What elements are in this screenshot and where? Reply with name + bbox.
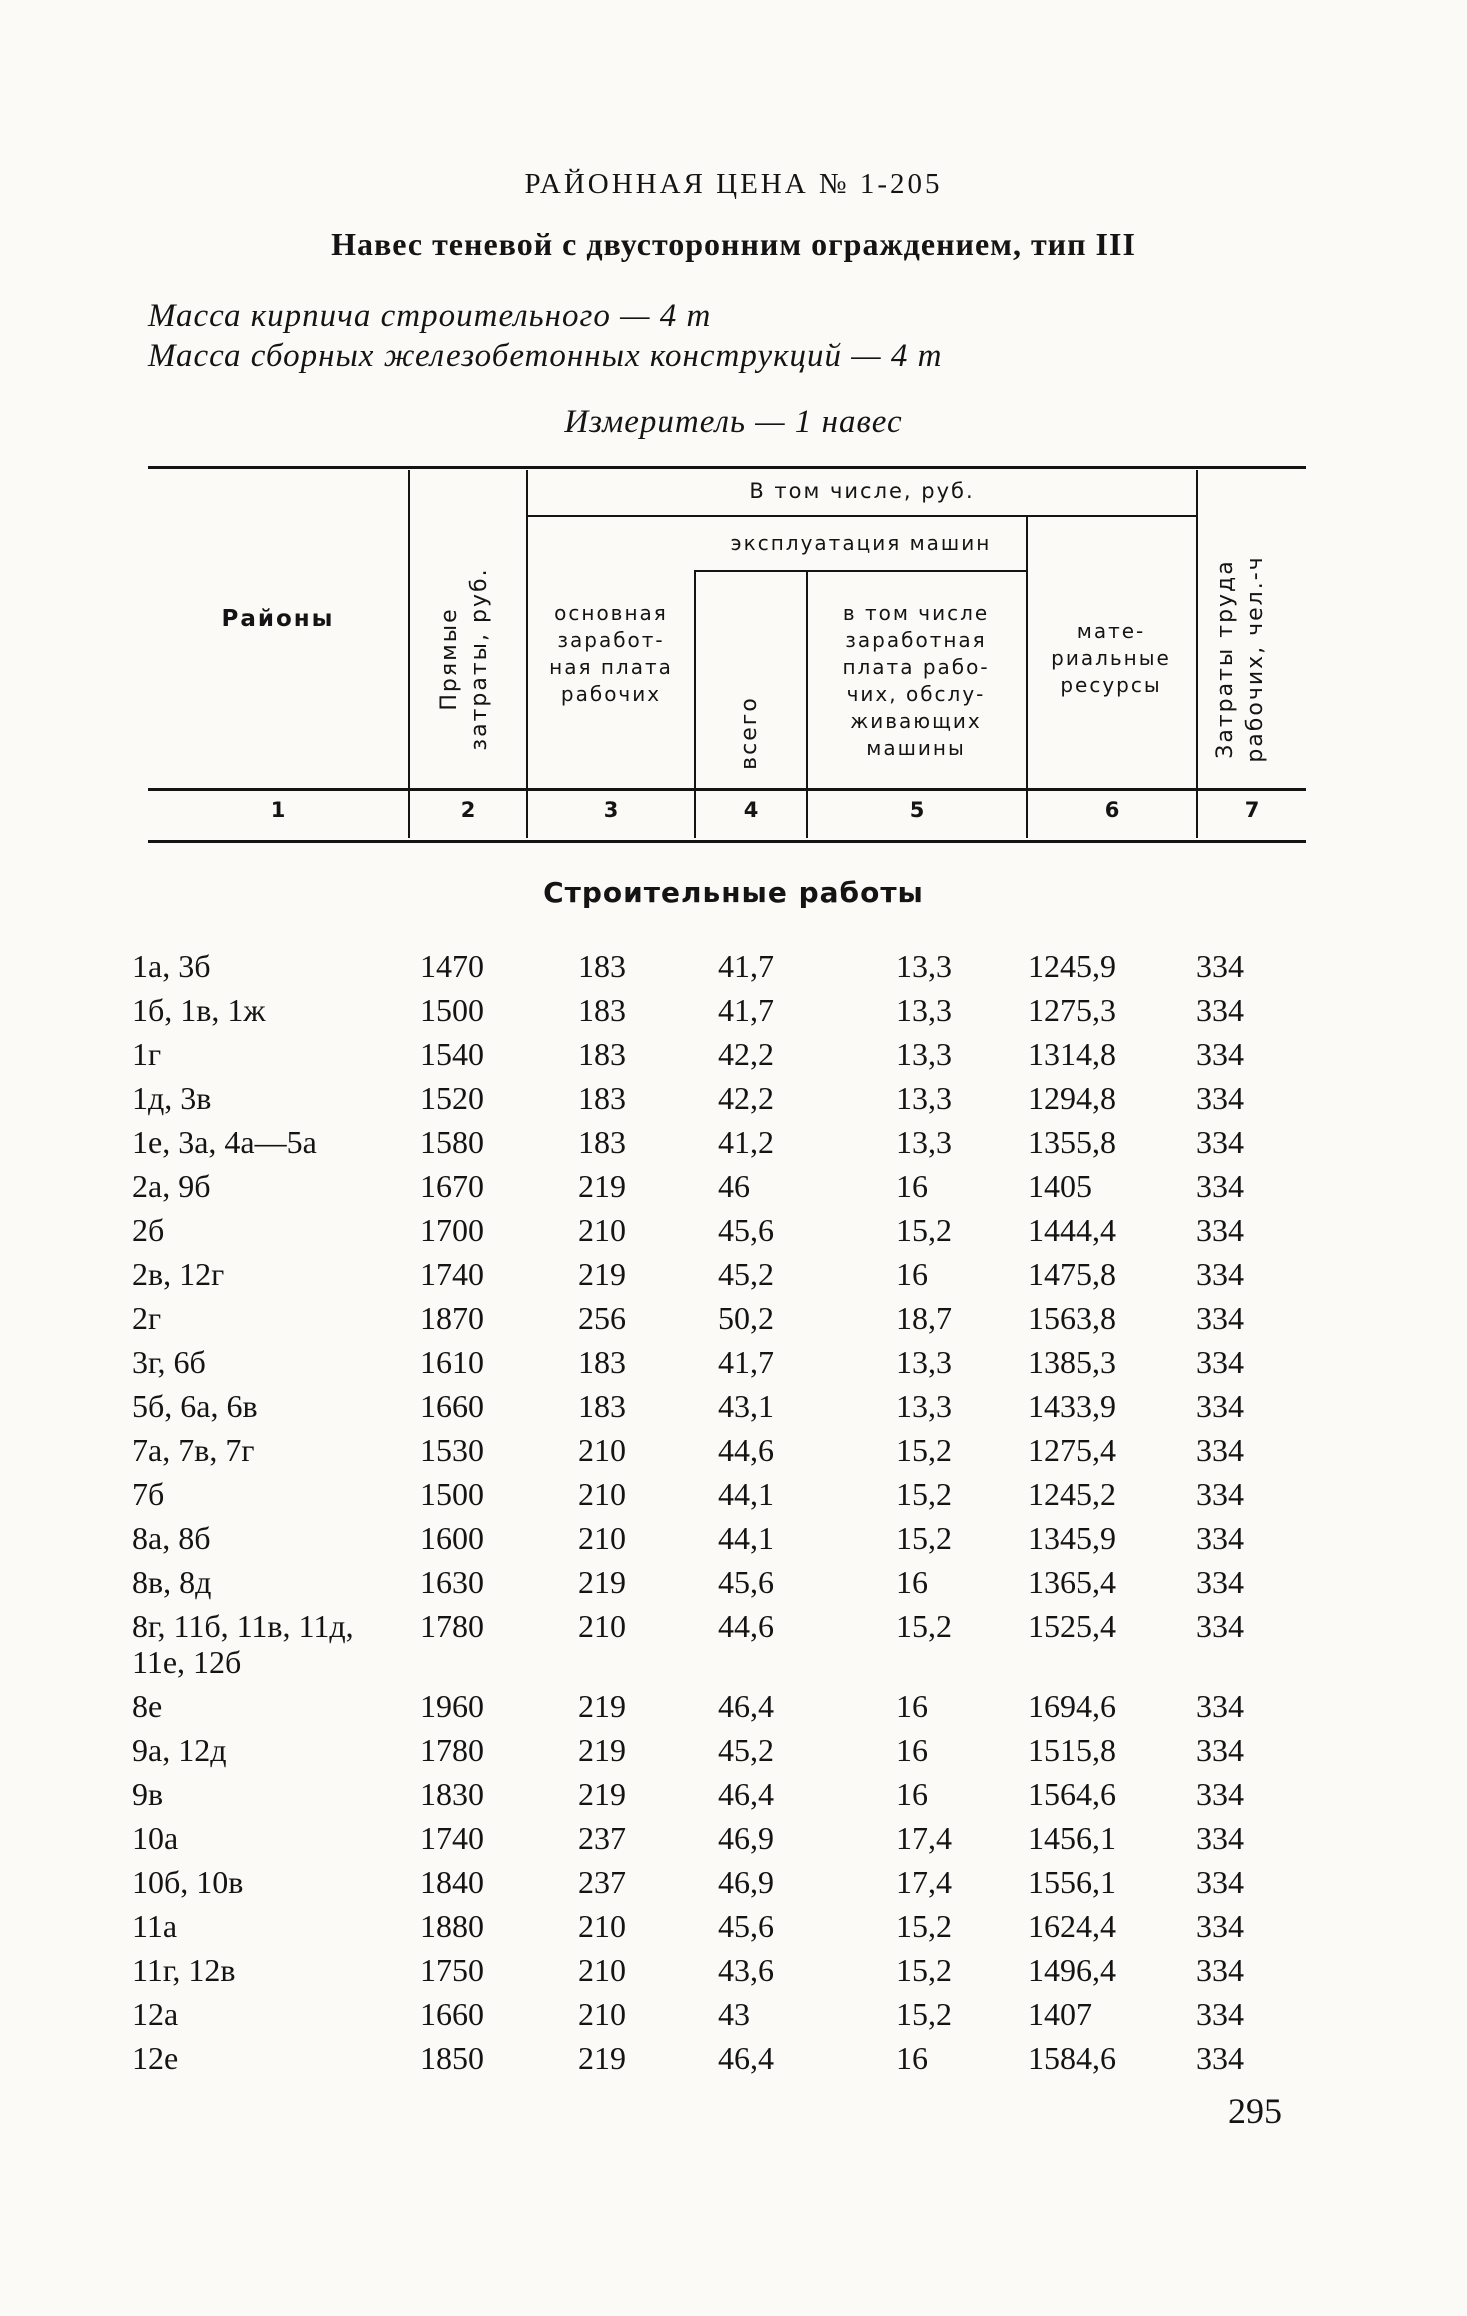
machines-salary-cell: 13,3 bbox=[896, 1344, 952, 1380]
table-row bbox=[0, 1476, 1467, 1520]
machines-total-cell: 50,2 bbox=[718, 1300, 774, 1336]
table-row bbox=[0, 1432, 1467, 1476]
direct-costs-cell: 1500 bbox=[420, 1476, 484, 1512]
labor-cell: 334 bbox=[1196, 1124, 1244, 1160]
direct-costs-cell: 1580 bbox=[420, 1124, 484, 1160]
table-row bbox=[0, 2040, 1467, 2084]
labor-cell: 334 bbox=[1196, 1996, 1244, 2032]
direct-costs-cell: 1520 bbox=[420, 1080, 484, 1116]
labor-cell: 334 bbox=[1196, 1036, 1244, 1072]
labor-cell: 334 bbox=[1196, 1256, 1244, 1292]
table-row bbox=[0, 1952, 1467, 1996]
header-machines-total: всего bbox=[737, 696, 762, 770]
labor-cell: 334 bbox=[1196, 1952, 1244, 1988]
header-top-rule bbox=[148, 466, 1306, 469]
base-salary-cell: 210 bbox=[578, 1608, 626, 1644]
materials-cell: 1355,8 bbox=[1028, 1124, 1116, 1160]
machines-total-cell: 44,1 bbox=[718, 1476, 774, 1512]
page-number: 295 bbox=[1228, 2091, 1282, 2131]
direct-costs-cell: 1540 bbox=[420, 1036, 484, 1072]
labor-cell: 334 bbox=[1196, 1688, 1244, 1724]
table-row bbox=[0, 1732, 1467, 1776]
region-cell: 1г bbox=[132, 1036, 162, 1072]
region-cell: 9в bbox=[132, 1776, 164, 1812]
incl-rub-rule bbox=[528, 515, 1196, 517]
table-row bbox=[0, 1520, 1467, 1564]
region-cell: 12а bbox=[132, 1996, 179, 2032]
region-cell: 1б, 1в, 1ж bbox=[132, 992, 266, 1028]
machines-total-cell: 45,6 bbox=[718, 1564, 774, 1600]
machines-salary-cell: 15,2 bbox=[896, 1212, 952, 1248]
table-row bbox=[0, 1212, 1467, 1256]
labor-cell: 334 bbox=[1196, 1564, 1244, 1600]
machines-total-cell: 41,2 bbox=[718, 1124, 774, 1160]
machines-total-cell: 46 bbox=[718, 1168, 750, 1204]
direct-costs-cell: 1600 bbox=[420, 1520, 484, 1556]
region-cell: 1а, 3б bbox=[132, 948, 211, 984]
labor-cell: 334 bbox=[1196, 1080, 1244, 1116]
machines-salary-cell: 17,4 bbox=[896, 1864, 952, 1900]
machines-salary-cell: 15,2 bbox=[896, 1476, 952, 1512]
base-salary-cell: 256 bbox=[578, 1300, 626, 1336]
mass-brick-line: Масса кирпича строительного — 4 т bbox=[148, 298, 712, 334]
machines-salary-cell: 15,2 bbox=[896, 1432, 952, 1468]
base-salary-cell: 183 bbox=[578, 992, 626, 1028]
region-cell: 10б, 10в bbox=[132, 1864, 244, 1900]
materials-cell: 1433,9 bbox=[1028, 1388, 1116, 1424]
labor-cell: 334 bbox=[1196, 992, 1244, 1028]
base-salary-cell: 210 bbox=[578, 1908, 626, 1944]
region-cell: 2г bbox=[132, 1300, 162, 1336]
region-cell: 8г, 11б, 11в, 11д, 11е, 12б bbox=[132, 1608, 354, 1680]
machines-total-cell: 45,6 bbox=[718, 1212, 774, 1248]
region-cell: 10а bbox=[132, 1820, 179, 1856]
col-divider bbox=[408, 470, 410, 838]
machines-salary-cell: 16 bbox=[896, 2040, 928, 2076]
header-bottom-rule bbox=[148, 788, 1306, 791]
direct-costs-cell: 1880 bbox=[420, 1908, 484, 1944]
region-cell: 2а, 9б bbox=[132, 1168, 211, 1204]
base-salary-cell: 183 bbox=[578, 948, 626, 984]
base-salary-cell: 237 bbox=[578, 1820, 626, 1856]
machines-salary-cell: 16 bbox=[896, 1776, 928, 1812]
header-incl-rub: В том числе, руб. bbox=[749, 479, 975, 503]
header-materials: мате- риальные ресурсы bbox=[1051, 619, 1171, 697]
region-cell: 8в, 8д bbox=[132, 1564, 212, 1600]
column-number: 4 bbox=[743, 798, 759, 822]
section-title: Строительные работы bbox=[543, 876, 924, 909]
direct-costs-cell: 1840 bbox=[420, 1864, 484, 1900]
materials-cell: 1294,8 bbox=[1028, 1080, 1116, 1116]
table-row bbox=[0, 1344, 1467, 1388]
direct-costs-cell: 1850 bbox=[420, 2040, 484, 2076]
table-row bbox=[0, 1036, 1467, 1080]
table-row bbox=[0, 948, 1467, 992]
labor-cell: 334 bbox=[1196, 1388, 1244, 1424]
machines-salary-cell: 16 bbox=[896, 1732, 928, 1768]
table-row bbox=[0, 1300, 1467, 1344]
materials-cell: 1314,8 bbox=[1028, 1036, 1116, 1072]
direct-costs-cell: 1610 bbox=[420, 1344, 484, 1380]
materials-cell: 1564,6 bbox=[1028, 1776, 1116, 1812]
direct-costs-cell: 1660 bbox=[420, 1996, 484, 2032]
base-salary-cell: 219 bbox=[578, 2040, 626, 2076]
direct-costs-cell: 1700 bbox=[420, 1212, 484, 1248]
base-salary-cell: 183 bbox=[578, 1344, 626, 1380]
machines-total-cell: 44,6 bbox=[718, 1432, 774, 1468]
materials-cell: 1275,4 bbox=[1028, 1432, 1116, 1468]
base-salary-cell: 237 bbox=[578, 1864, 626, 1900]
machines-salary-cell: 16 bbox=[896, 1564, 928, 1600]
column-number: 7 bbox=[1244, 798, 1260, 822]
base-salary-cell: 219 bbox=[578, 1732, 626, 1768]
region-cell: 8а, 8б bbox=[132, 1520, 211, 1556]
labor-cell: 334 bbox=[1196, 1520, 1244, 1556]
table-row bbox=[0, 1820, 1467, 1864]
table-row bbox=[0, 1996, 1467, 2040]
region-cell: 3г, 6б bbox=[132, 1344, 206, 1380]
base-salary-cell: 210 bbox=[578, 1212, 626, 1248]
table-row bbox=[0, 1124, 1467, 1168]
region-cell: 5б, 6а, 6в bbox=[132, 1388, 258, 1424]
region-cell: 1е, 3а, 4а—5а bbox=[132, 1124, 317, 1160]
base-salary-cell: 210 bbox=[578, 1952, 626, 1988]
materials-cell: 1515,8 bbox=[1028, 1732, 1116, 1768]
machines-total-cell: 46,4 bbox=[718, 1688, 774, 1724]
region-cell: 1д, 3в bbox=[132, 1080, 212, 1116]
machines-salary-cell: 13,3 bbox=[896, 948, 952, 984]
measure-unit-line: Измеритель — 1 навес bbox=[564, 404, 903, 440]
region-cell: 11г, 12в bbox=[132, 1952, 236, 1988]
base-salary-cell: 219 bbox=[578, 1256, 626, 1292]
machines-salary-cell: 15,2 bbox=[896, 1908, 952, 1944]
region-cell: 11а bbox=[132, 1908, 178, 1944]
materials-cell: 1245,9 bbox=[1028, 948, 1116, 984]
labor-cell: 334 bbox=[1196, 1864, 1244, 1900]
base-salary-cell: 210 bbox=[578, 1476, 626, 1512]
base-salary-cell: 183 bbox=[578, 1388, 626, 1424]
machines-salary-cell: 13,3 bbox=[896, 1124, 952, 1160]
labor-cell: 334 bbox=[1196, 1168, 1244, 1204]
region-cell: 9а, 12д bbox=[132, 1732, 227, 1768]
table-row bbox=[0, 1688, 1467, 1732]
base-salary-cell: 210 bbox=[578, 1520, 626, 1556]
materials-cell: 1584,6 bbox=[1028, 2040, 1116, 2076]
column-number: 5 bbox=[909, 798, 925, 822]
machines-total-cell: 41,7 bbox=[718, 992, 774, 1028]
region-cell: 7б bbox=[132, 1476, 165, 1512]
base-salary-cell: 183 bbox=[578, 1124, 626, 1160]
machines-salary-cell: 13,3 bbox=[896, 1080, 952, 1116]
base-salary-cell: 183 bbox=[578, 1080, 626, 1116]
mass-concrete-line: Масса сборных железобетонных конструкций — 4 т bbox=[148, 338, 943, 374]
machines-salary-cell: 15,2 bbox=[896, 1608, 952, 1644]
direct-costs-cell: 1670 bbox=[420, 1168, 484, 1204]
machines-salary-cell: 16 bbox=[896, 1688, 928, 1724]
direct-costs-cell: 1500 bbox=[420, 992, 484, 1028]
materials-cell: 1405 bbox=[1028, 1168, 1092, 1204]
machines-total-cell: 46,9 bbox=[718, 1864, 774, 1900]
materials-cell: 1496,4 bbox=[1028, 1952, 1116, 1988]
machines-total-cell: 42,2 bbox=[718, 1080, 774, 1116]
column-number: 3 bbox=[603, 798, 619, 822]
column-number: 6 bbox=[1104, 798, 1120, 822]
header-machine-ops: эксплуатация машин bbox=[730, 531, 992, 555]
direct-costs-cell: 1470 bbox=[420, 948, 484, 984]
table-row bbox=[0, 992, 1467, 1036]
direct-costs-cell: 1870 bbox=[420, 1300, 484, 1336]
materials-cell: 1365,4 bbox=[1028, 1564, 1116, 1600]
col-divider bbox=[1196, 470, 1198, 838]
materials-cell: 1694,6 bbox=[1028, 1688, 1116, 1724]
materials-cell: 1563,8 bbox=[1028, 1300, 1116, 1336]
direct-costs-cell: 1750 bbox=[420, 1952, 484, 1988]
labor-cell: 334 bbox=[1196, 1432, 1244, 1468]
materials-cell: 1245,2 bbox=[1028, 1476, 1116, 1512]
labor-cell: 334 bbox=[1196, 1344, 1244, 1380]
direct-costs-cell: 1960 bbox=[420, 1688, 484, 1724]
base-salary-cell: 219 bbox=[578, 1168, 626, 1204]
labor-cell: 334 bbox=[1196, 1300, 1244, 1336]
document-subtitle: Навес теневой с двусторонним ограждением, тип III bbox=[331, 226, 1136, 262]
table-row bbox=[0, 1168, 1467, 1212]
header-regions: Районы bbox=[221, 606, 335, 632]
header-direct-costs: Прямые затраты, руб. bbox=[437, 567, 492, 751]
machines-salary-cell: 18,7 bbox=[896, 1300, 952, 1336]
direct-costs-cell: 1660 bbox=[420, 1388, 484, 1424]
column-number: 2 bbox=[460, 798, 476, 822]
machines-total-cell: 45,2 bbox=[718, 1256, 774, 1292]
materials-cell: 1525,4 bbox=[1028, 1608, 1116, 1644]
machines-salary-cell: 15,2 bbox=[896, 1520, 952, 1556]
region-cell: 7а, 7в, 7г bbox=[132, 1432, 255, 1468]
materials-cell: 1407 bbox=[1028, 1996, 1092, 2032]
machines-total-cell: 46,4 bbox=[718, 2040, 774, 2076]
table-row bbox=[0, 1776, 1467, 1820]
table-row bbox=[0, 1608, 1467, 1688]
machines-total-cell: 43,6 bbox=[718, 1952, 774, 1988]
machines-salary-cell: 13,3 bbox=[896, 1036, 952, 1072]
base-salary-cell: 219 bbox=[578, 1688, 626, 1724]
materials-cell: 1444,4 bbox=[1028, 1212, 1116, 1248]
machines-salary-cell: 13,3 bbox=[896, 992, 952, 1028]
labor-cell: 334 bbox=[1196, 1476, 1244, 1512]
machines-total-cell: 46,4 bbox=[718, 1776, 774, 1812]
base-salary-cell: 183 bbox=[578, 1036, 626, 1072]
machines-salary-cell: 15,2 bbox=[896, 1952, 952, 1988]
machines-total-cell: 41,7 bbox=[718, 948, 774, 984]
machines-total-cell: 46,9 bbox=[718, 1820, 774, 1856]
region-cell: 2б bbox=[132, 1212, 165, 1248]
materials-cell: 1385,3 bbox=[1028, 1344, 1116, 1380]
table-row bbox=[0, 1388, 1467, 1432]
materials-cell: 1345,9 bbox=[1028, 1520, 1116, 1556]
machines-total-cell: 44,1 bbox=[718, 1520, 774, 1556]
machines-salary-cell: 13,3 bbox=[896, 1388, 952, 1424]
labor-cell: 334 bbox=[1196, 1908, 1244, 1944]
colnum-bottom-rule bbox=[148, 840, 1306, 843]
labor-cell: 334 bbox=[1196, 1212, 1244, 1248]
labor-cell: 334 bbox=[1196, 948, 1244, 984]
table-row bbox=[0, 1080, 1467, 1124]
machines-total-cell: 45,2 bbox=[718, 1732, 774, 1768]
base-salary-cell: 219 bbox=[578, 1564, 626, 1600]
table-row bbox=[0, 1908, 1467, 1952]
machines-total-cell: 43 bbox=[718, 1996, 750, 2032]
machines-total-cell: 42,2 bbox=[718, 1036, 774, 1072]
direct-costs-cell: 1740 bbox=[420, 1820, 484, 1856]
base-salary-cell: 210 bbox=[578, 1432, 626, 1468]
materials-cell: 1556,1 bbox=[1028, 1864, 1116, 1900]
direct-costs-cell: 1630 bbox=[420, 1564, 484, 1600]
base-salary-cell: 219 bbox=[578, 1776, 626, 1812]
table-row bbox=[0, 1564, 1467, 1608]
machines-total-cell: 44,6 bbox=[718, 1608, 774, 1644]
machines-salary-cell: 16 bbox=[896, 1256, 928, 1292]
table-row bbox=[0, 1256, 1467, 1300]
machines-salary-cell: 17,4 bbox=[896, 1820, 952, 1856]
document-title: РАЙОННАЯ ЦЕНА № 1-205 bbox=[524, 168, 943, 200]
materials-cell: 1275,3 bbox=[1028, 992, 1116, 1028]
direct-costs-cell: 1830 bbox=[420, 1776, 484, 1812]
machines-total-cell: 45,6 bbox=[718, 1908, 774, 1944]
labor-cell: 334 bbox=[1196, 1608, 1244, 1644]
machines-total-cell: 43,1 bbox=[718, 1388, 774, 1424]
machine-ops-rule bbox=[694, 570, 1028, 572]
region-cell: 12е bbox=[132, 2040, 179, 2076]
table-row bbox=[0, 1864, 1467, 1908]
header-base-salary: основная заработ- ная плата рабочих bbox=[549, 601, 673, 706]
header-machines-salary: в том числе заработная плата рабо- чих, обслу- живающих машины bbox=[842, 601, 990, 760]
labor-cell: 334 bbox=[1196, 2040, 1244, 2076]
materials-cell: 1624,4 bbox=[1028, 1908, 1116, 1944]
column-number: 1 bbox=[270, 798, 286, 822]
direct-costs-cell: 1740 bbox=[420, 1256, 484, 1292]
table-body bbox=[0, 948, 1467, 2084]
labor-cell: 334 bbox=[1196, 1776, 1244, 1812]
header-labor: Затраты труда рабочих, чел.-ч bbox=[1213, 555, 1268, 763]
direct-costs-cell: 1780 bbox=[420, 1732, 484, 1768]
base-salary-cell: 210 bbox=[578, 1996, 626, 2032]
labor-cell: 334 bbox=[1196, 1732, 1244, 1768]
direct-costs-cell: 1530 bbox=[420, 1432, 484, 1468]
machines-salary-cell: 15,2 bbox=[896, 1996, 952, 2032]
col-divider bbox=[526, 470, 528, 838]
region-cell: 8е bbox=[132, 1688, 163, 1724]
materials-cell: 1475,8 bbox=[1028, 1256, 1116, 1292]
labor-cell: 334 bbox=[1196, 1820, 1244, 1856]
machines-total-cell: 41,7 bbox=[718, 1344, 774, 1380]
machines-salary-cell: 16 bbox=[896, 1168, 928, 1204]
direct-costs-cell: 1780 bbox=[420, 1608, 484, 1644]
materials-cell: 1456,1 bbox=[1028, 1820, 1116, 1856]
region-cell: 2в, 12г bbox=[132, 1256, 225, 1292]
